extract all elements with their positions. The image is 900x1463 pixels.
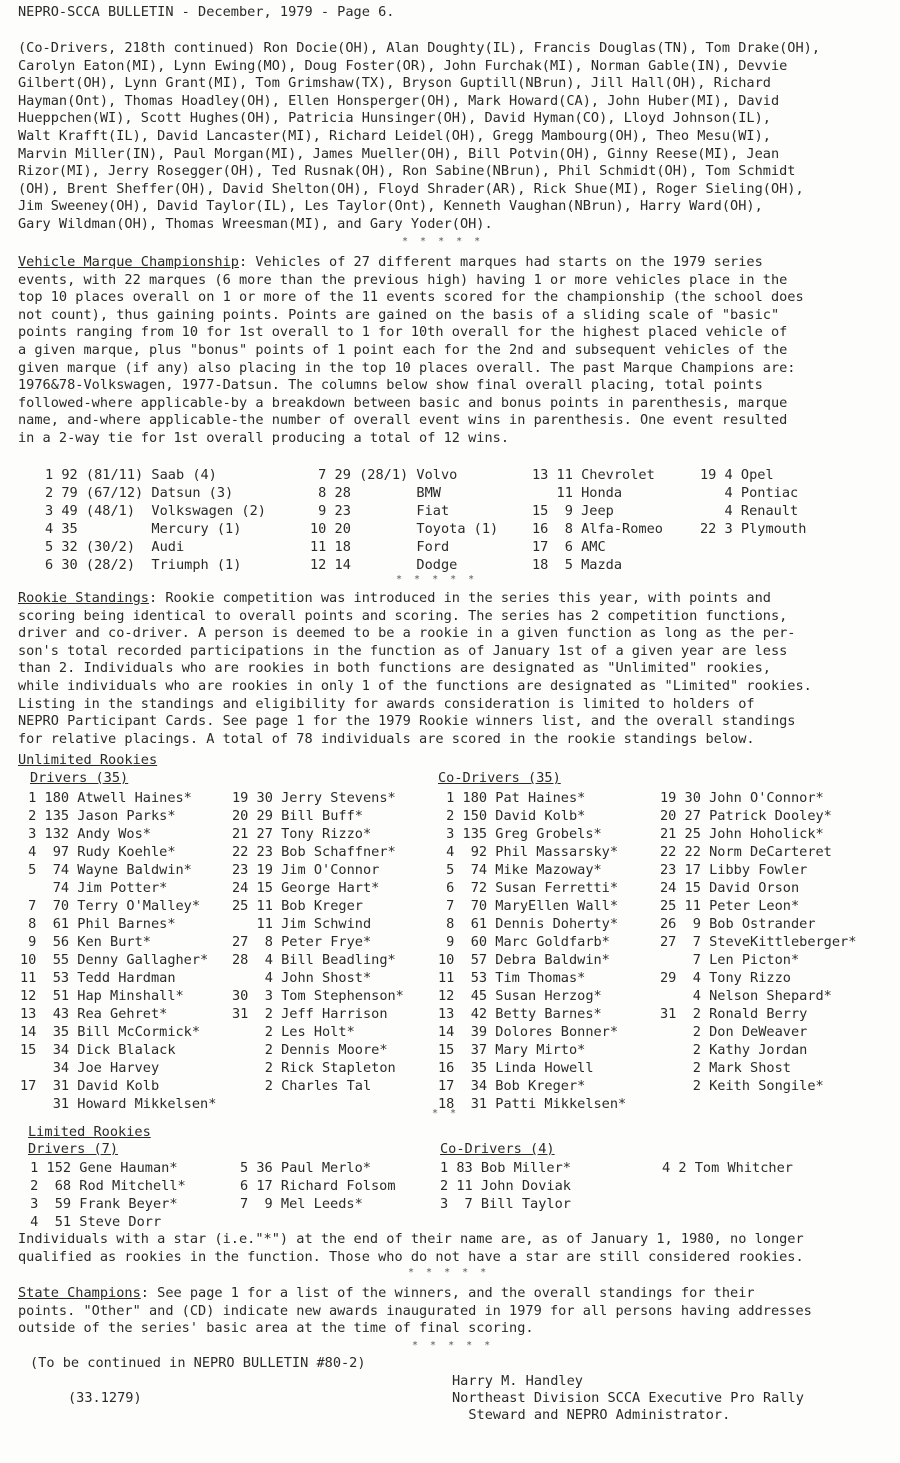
text-line: Gary Wildman(OH), Thomas Wreesman(MI), and Gary Yoder(OH). (18, 215, 493, 232)
marque-text-line: top 10 places overall on 1 or more of the 11 events scored for the championship (the school does (18, 289, 804, 306)
rookie-entry: 5 36 Paul Merlo* (240, 1160, 371, 1176)
rookie-entry: 10 57 Debra Baldwin* (438, 952, 610, 968)
state-champions-paragraph (18, 1285, 812, 1338)
rookie-entry: 1 180 Pat Haines* (438, 790, 586, 806)
rookie-entry: 31 2 Ronald Berry (660, 1006, 808, 1022)
rookie-entry: 13 43 Rea Gehret* (20, 1006, 168, 1022)
rookie-entry: 16 35 Linda Howell (438, 1060, 594, 1076)
state-text-line: : See page 1 for a list of the winners, and the overall standings for their (140, 1285, 755, 1301)
rookie-entry: 12 51 Hap Minshall* (20, 988, 184, 1004)
rookie-entry: 11 53 Tim Thomas* (438, 970, 586, 986)
marque-entry: 11 18 Ford (310, 539, 450, 555)
rookie-entry: 12 45 Susan Herzog* (438, 988, 602, 1004)
unlimited-rookies-label: Unlimited Rookies (18, 752, 158, 768)
marque-entry: 4 35 Mercury (1) (45, 521, 242, 537)
rookie-entry: 14 35 Bill McCormick* (20, 1024, 201, 1040)
rookie-entry: 25 11 Peter Leon* (660, 898, 800, 914)
rookie-entry: 2 Dennis Moore* (232, 1042, 388, 1058)
rookie-entry: 22 22 Norm DeCarteret (660, 844, 832, 860)
rookie-entry: 7 70 MaryEllen Wall* (438, 898, 619, 914)
limited-codrivers-column-1 (440, 1159, 571, 1213)
marque-entry: 4 Pontiac (700, 485, 799, 501)
rookie-entry: 25 11 Bob Kreger (232, 898, 363, 914)
rookie-entry: 23 19 Jim O'Connor (232, 862, 380, 878)
rookie-entry: 10 55 Denny Gallagher* (20, 952, 209, 968)
marque-text-line: not count), thus gaining points. Points are gained on the basis of a sliding scale of "basic" (18, 306, 780, 323)
rookie-text-line: for relative placings. A total of 78 individuals are scored in the rookie standings below. (18, 730, 755, 747)
rookie-entry: 9 60 Marc Goldfarb* (438, 934, 610, 950)
rookie-heading: Rookie Standings (18, 590, 149, 606)
rookie-entry: 13 42 Betty Barnes* (438, 1006, 602, 1022)
rookie-entry: 19 30 John O'Connor* (660, 790, 824, 806)
marque-text-line: given marque (if any) also placing in the top 10 places overall. The past Marque Champions are: (18, 359, 796, 376)
marque-text-line: name, and-where applicable-the number of overall event wins in parenthesis. One event resulted (18, 412, 788, 429)
rookie-entry: 2 Charles Tal (232, 1078, 372, 1094)
rookie-entry: 2 Keith Songile* (660, 1078, 824, 1094)
rookie-entry: 8 61 Dennis Doherty* (438, 916, 619, 932)
marque-entry: 17 6 AMC (532, 539, 606, 555)
rookie-entry: 19 30 Jerry Stevens* (232, 790, 396, 806)
signature-title-1: Northeast Division SCCA Executive Pro Rally (452, 1390, 804, 1406)
marque-entry: 7 29 (28/1) Volvo (310, 467, 458, 483)
continued-note: (To be continued in NEPRO BULLETIN #80-2) (30, 1355, 366, 1371)
rookie-entry: 21 25 John Hoholick* (660, 826, 824, 842)
rookie-entry: 4 Nelson Shepard* (660, 988, 832, 1004)
marque-text-line: 1976&78-Volkswagen, 1977-Datsun. The columns below show final overall placing, total points (18, 377, 763, 394)
rookie-entry: 9 56 Ken Burt* (20, 934, 151, 950)
note-line: Individuals with a star (i.e."*") at the end of their name are, as of January 1, 1980, no longer (18, 1231, 804, 1247)
rookie-entry: 11 53 Tedd Hardman (20, 970, 176, 986)
text-line: (Co-Drivers, 218th continued) Ron Docie(OH), Alan Doughty(IL), Francis Douglas(TN), Tom Drake(OH), (18, 40, 821, 56)
separator-3: * * * * * (408, 1267, 490, 1278)
limited-rookies-label: Limited Rookies (28, 1124, 151, 1140)
rookie-entry: 2 68 Rod Mitchell* (22, 1178, 186, 1194)
rookie-entry: 17 34 Bob Kreger* (438, 1078, 586, 1094)
limited-drivers-column-1 (22, 1159, 186, 1231)
signature-name: Harry M. Handley (452, 1373, 583, 1389)
rookie-entry: 31 2 Jeff Harrison (232, 1006, 388, 1022)
text-line: Walt Krafft(IL), David Lancaster(MI), Richard Leidel(OH), Gregg Mambourg(OH), Theo Mesu(WI), (18, 127, 771, 144)
rookie-entry: 2 11 John Doviak (440, 1178, 571, 1194)
unlimited-drivers-column-1 (20, 789, 216, 1113)
signature-title-2: Steward and NEPRO Administrator. (452, 1407, 731, 1423)
rookie-entry: 2 150 David Kolb* (438, 808, 586, 824)
rookie-entry: 2 Mark Shost (660, 1060, 791, 1076)
rookie-text-line: : Rookie competition was introduced in the series this year, with points and (148, 590, 771, 606)
rookie-entry: 26 9 Bob Ostrander (660, 916, 816, 932)
marque-entry: 8 28 BMW (310, 485, 441, 501)
rookie-entry: 6 72 Susan Ferretti* (438, 880, 619, 896)
state-heading: State Champions (18, 1285, 141, 1301)
marque-text-line: points ranging from 10 for 1st overall to 1 for 10th overall for the highest placed vehicle of (18, 324, 788, 341)
text-line: Jim Sweeney(OH), David Taylor(IL), Les Taylor(Ont), Kenneth Vaughan(NBrun), Harry Ward(OH), (18, 198, 763, 215)
rookie-entry: 31 Howard Mikkelsen* (20, 1096, 217, 1112)
rookie-entry: 3 7 Bill Taylor (440, 1196, 571, 1212)
rookie-entry: 4 2 Tom Whitcher (662, 1160, 793, 1176)
state-text-line: outside of the series' basic area at the time of final scoring. (18, 1320, 534, 1337)
rookie-entry: 74 Jim Potter* (20, 880, 168, 896)
marque-entry: 6 30 (28/2) Triumph (1) (45, 557, 242, 573)
separator-4: * * * * * (412, 1340, 494, 1351)
rookie-entry: 18 31 Patti Mikkelsen* (438, 1096, 627, 1112)
rookie-entry: 17 31 David Kolb (20, 1078, 160, 1094)
marque-column-3 (532, 466, 663, 574)
marque-text-line: events, with 22 marques (6 more than the previous high) having 1 or more vehicles place in the (18, 271, 788, 288)
marque-text-line: in a 2-way tie for 1st overall producing a total of 12 wins. (18, 429, 510, 446)
text-line: Gilbert(OH), Lynn Grant(MI), Tom Grimshaw(TX), Bryson Guptill(NBrun), Jill Hall(OH), Richard (18, 75, 771, 92)
marque-entry: 12 14 Dodge (310, 557, 458, 573)
rookie-text-line: while individuals who are rookies in only 1 of the functions are designated as "Limited" rookies. (18, 677, 812, 694)
rookie-entry: 4 John Shost* (232, 970, 372, 986)
rookie-entry: 7 70 Terry O'Malley* (20, 898, 201, 914)
marque-entry: 3 49 (48/1) Volkswagen (2) (45, 503, 266, 519)
rookie-entry: 11 Jim Schwind (232, 916, 372, 932)
rookie-text-line: son's total recorded participations in the function as of January 1st of a given year are less (18, 642, 788, 659)
rookie-entry: 3 135 Greg Grobels* (438, 826, 602, 842)
unlimited-drivers-label: Drivers (35) (30, 770, 129, 786)
rookie-entry: 7 9 Mel Leeds* (240, 1196, 363, 1212)
rookie-entry: 20 29 Bill Buff* (232, 808, 363, 824)
text-line: (OH), Brent Sheffer(OH), David Shelton(OH), Floyd Shrader(AR), Rick Shue(MI), Roger Sieling(OH), (18, 180, 804, 197)
rookie-entry: 23 17 Libby Fowler (660, 862, 808, 878)
limited-codrivers-column-2 (662, 1159, 793, 1177)
rookie-entry: 2 Don DeWeaver (660, 1024, 808, 1040)
rookie-entry: 2 Kathy Jordan (660, 1042, 808, 1058)
rookie-entry: 4 97 Rudy Koehle* (20, 844, 176, 860)
marque-entry: 1 92 (81/11) Saab (4) (45, 467, 217, 483)
marque-entry: 15 9 Jeep (532, 503, 614, 519)
unlimited-codrivers-column-2 (660, 789, 856, 1095)
rookie-entry: 1 152 Gene Hauman* (22, 1160, 178, 1176)
rookie-entry: 3 59 Frank Beyer* (22, 1196, 178, 1212)
marque-column-1 (45, 466, 266, 574)
marque-entry: 2 79 (67/12) Datsun (3) (45, 485, 234, 501)
rookie-entry: 7 Len Picton* (660, 952, 800, 968)
rookie-entry: 22 23 Bob Schaffner* (232, 844, 396, 860)
rookie-entry: 34 Joe Harvey (20, 1060, 160, 1076)
rookie-entry: 1 83 Bob Miller* (440, 1160, 571, 1176)
co-drivers-continued-text (18, 40, 820, 234)
unlimited-codrivers-column-1 (438, 789, 626, 1113)
limited-codrivers-label: Co-Drivers (4) (440, 1141, 555, 1157)
text-line: Hueppchen(WI), Scott Hughes(OH), Patricia Hunsinger(OH), David Hyman(CO), Lloyd Johnson(IL), (18, 110, 771, 127)
limited-drivers-label: Drivers (7) (28, 1141, 119, 1157)
separator-1: * * * * * (402, 236, 484, 247)
unlimited-drivers-column-2 (232, 789, 404, 1095)
marque-championship-paragraph (18, 254, 804, 448)
rookie-entry: 5 74 Wayne Baldwin* (20, 862, 192, 878)
rookie-entry: 5 74 Mike Mazoway* (438, 862, 602, 878)
limited-drivers-column-2 (240, 1159, 396, 1213)
rookie-entry: 14 39 Dolores Bonner* (438, 1024, 619, 1040)
page-header: NEPRO-SCCA BULLETIN - December, 1979 - Page 6. (18, 4, 395, 20)
rookie-entry: 28 4 Bill Beadling* (232, 952, 396, 968)
text-line: Marvin Miller(IN), Paul Morgan(MI), James Mueller(OH), Bill Potvin(OH), Ginny Reese(MI), Jean (18, 145, 780, 162)
marque-text-line: : Vehicles of 27 different marques had starts on the 1979 series (238, 254, 763, 270)
marque-entry: 18 5 Mazda (532, 557, 623, 573)
rookie-entry: 1 180 Atwell Haines* (20, 790, 192, 806)
rookie-entry: 20 27 Patrick Dooley* (660, 808, 832, 824)
marque-entry: 5 32 (30/2) Audi (45, 539, 185, 555)
rookie-entry: 2 Les Holt* (232, 1024, 355, 1040)
rookie-text-line: NEPRO Participant Cards. See page 1 for the 1979 Rookie winners list, and the overall standings (18, 713, 796, 730)
rookie-entry: 27 7 SteveKittleberger* (660, 934, 857, 950)
marque-entry: 4 Renault (700, 503, 799, 519)
rookie-entry: 3 132 Andy Wos* (20, 826, 151, 842)
rookie-text-line: than 2. Individuals who are rookies in both functions are designated as "Unlimited" rookies, (18, 660, 771, 677)
rookie-entry: 27 8 Peter Frye* (232, 934, 372, 950)
marque-entry: 10 20 Toyota (1) (310, 521, 499, 537)
text-line: Carolyn Eaton(MI), Lynn Ewing(MO), Doug Foster(OR), John Furchak(MI), Norman Gable(IN), Devvie (18, 57, 788, 74)
state-text-line: points. "Other" and (CD) indicate new awards inaugurated in 1979 for all persons having addresses (18, 1302, 812, 1319)
text-line: Hayman(Ont), Thomas Hoadley(OH), Ellen Honsperger(OH), Mark Howard(CA), John Huber(MI), David (18, 92, 780, 109)
document-code: (33.1279) (68, 1390, 142, 1406)
rookie-entry: 21 27 Tony Rizzo* (232, 826, 372, 842)
rookie-entry: 30 3 Tom Stephenson* (232, 988, 404, 1004)
rookie-entry: 29 4 Tony Rizzo (660, 970, 791, 986)
marque-column-4 (700, 466, 806, 538)
marque-column-2 (310, 466, 498, 574)
separator-2: * * * * * (396, 574, 478, 585)
marque-entry: 11 Honda (532, 485, 623, 501)
rookie-text-line: scoring being identical to overall points and scoring. The series has 2 competition functions, (18, 607, 788, 624)
marque-entry: 22 3 Plymouth (700, 521, 807, 537)
rookie-entry: 15 37 Mary Mirto* (438, 1042, 586, 1058)
rookie-star-note (18, 1231, 804, 1266)
rookie-entry: 2 Rick Stapleton (232, 1060, 396, 1076)
rookie-text-line: driver and co-driver. A person is deemed to be a rookie in a given function as long as the per- (18, 625, 796, 642)
rookie-entry: 2 135 Jason Parks* (20, 808, 176, 824)
rookie-entry: 6 17 Richard Folsom (240, 1178, 396, 1194)
rookie-standings-paragraph (18, 590, 812, 748)
rookie-text-line: Listing in the standings and eligibility for awards consideration is limited to holders of (18, 695, 755, 712)
rookie-entry: 4 51 Steve Dorr (22, 1214, 162, 1230)
text-line: Rizor(MI), Jerry Rosegger(OH), Ted Rusnak(OH), Ron Sabine(NBrun), Phil Schmidt(OH), Tom Schmidt (18, 163, 796, 180)
rookie-entry: 4 92 Phil Massarsky* (438, 844, 619, 860)
rookie-entry: 15 34 Dick Blalack (20, 1042, 176, 1058)
marque-text-line: a given marque, plus "bonus" points of 1 point each for the 2nd and subsequent vehicles of the (18, 341, 788, 358)
rookie-entry: 24 15 George Hart* (232, 880, 380, 896)
separator-small: * * (432, 1108, 460, 1119)
marque-entry: 16 8 Alfa-Romeo (532, 521, 663, 537)
note-line: qualified as rookies in the function. Those who do not have a star are still considered rookies. (18, 1248, 804, 1265)
marque-text-line: followed-where applicable-by a breakdown between basic and bonus points in parenthesis, marque (18, 394, 788, 411)
unlimited-codrivers-label: Co-Drivers (35) (438, 770, 561, 786)
marque-entry: 19 4 Opel (700, 467, 774, 483)
rookie-entry: 8 61 Phil Barnes* (20, 916, 176, 932)
marque-heading: Vehicle Marque Championship (18, 254, 239, 270)
marque-entry: 13 11 Chevrolet (532, 467, 655, 483)
marque-entry: 9 23 Fiat (310, 503, 450, 519)
rookie-entry: 24 15 David Orson (660, 880, 800, 896)
